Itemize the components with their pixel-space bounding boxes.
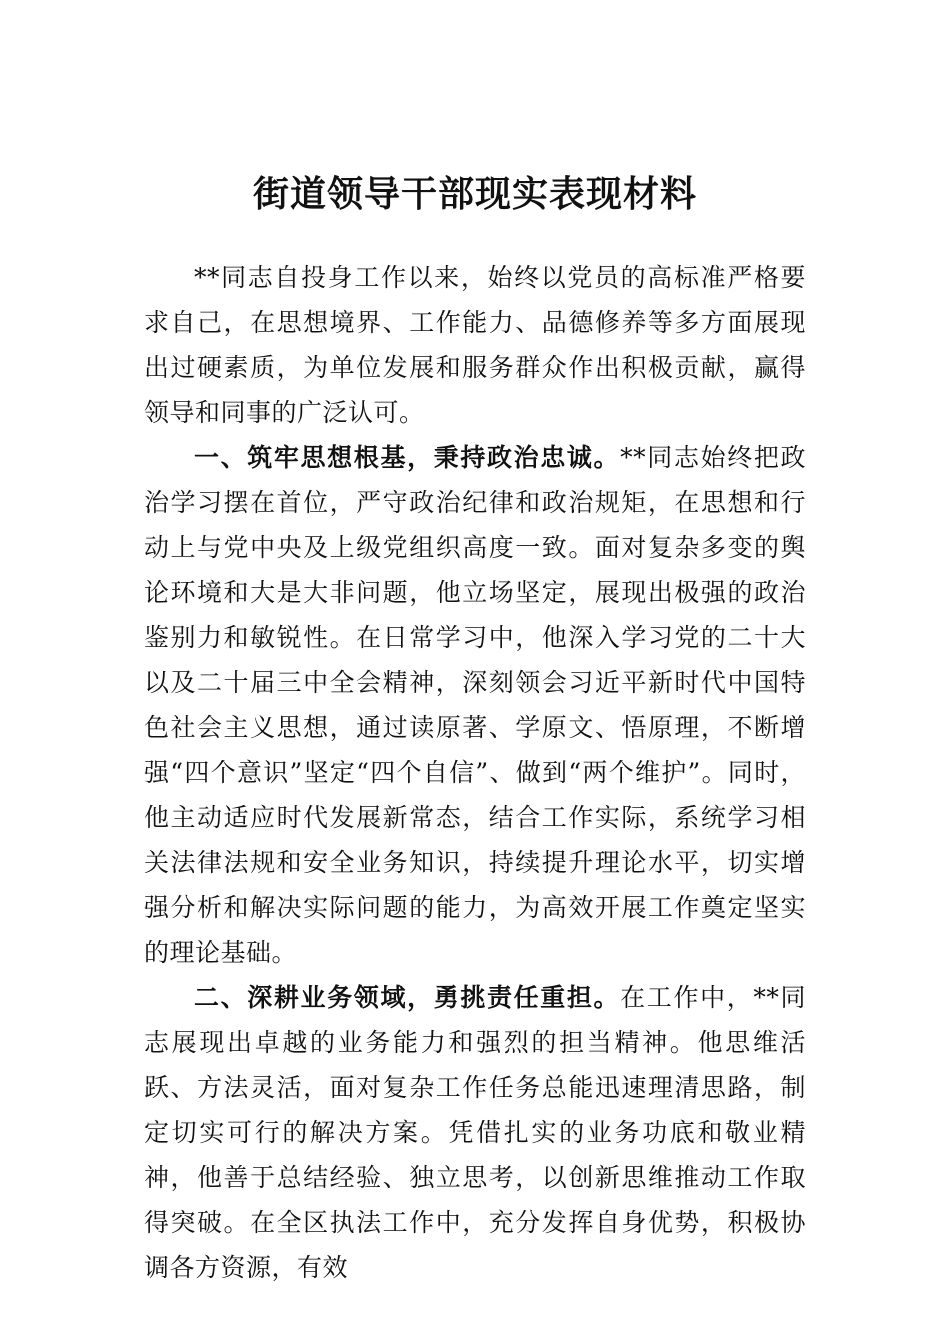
paragraph-intro xyxy=(144,255,806,435)
document-title: 街道领导干部现实表现材料 xyxy=(252,173,697,215)
paragraph-text: **同志始终把政治学习摆在首位，严守政治纪律和政治规矩，在思想和行动上与党中央及上级党组织高度一致。面对复杂多变的舆论环境和大是大非问题，他立场坚定，展现出极强的政治鉴别力和敏锐性。在日常学习中，他深入学习党的二十大以及二十届三中全会精神，深刻领会习近平新时代中国特色社会主义思想，通过读原著、学原文、悟原理，不断增强“四个意识”坚定“四个自信”、做到“两个维护”。同时，他主动适应时代发展新常态，结合工作实际，系统学习相关法律法规和安全业务知识，持续提升理论水平，切实增强分析和解决实际问题的能力，为高效开展工作奠定坚实的理论基础。 xyxy=(144,443,806,967)
paragraph-text: 在工作中，**同志展现出卓越的业务能力和强烈的担当精神。他思维活跃、方法灵活，面对复杂工作任务总能迅速理清思路，制定切实可行的解决方案。凭借扎实的业务功底和敬业精神，他善于总结经验、独立思考，以创新思维推动工作取得突破。在全区执法工作中，充分发挥自身优势，积极协调各方资源，有效 xyxy=(144,983,806,1282)
paragraph-section-1 xyxy=(144,435,806,975)
document-body xyxy=(144,255,806,1290)
section-heading: 二、深耕业务领域，勇挑责任重担。 xyxy=(194,983,621,1012)
paragraph-section-2 xyxy=(144,975,806,1290)
section-heading: 一、筑牢思想根基，秉持政治忠诚。 xyxy=(194,443,621,472)
paragraph-text: **同志自投身工作以来，始终以党员的高标准严格要求自己，在思想境界、工作能力、品德修养等多方面展现出过硬素质，为单位发展和服务群众作出积极贡献，赢得领导和同事的广泛认可。 xyxy=(144,263,806,427)
